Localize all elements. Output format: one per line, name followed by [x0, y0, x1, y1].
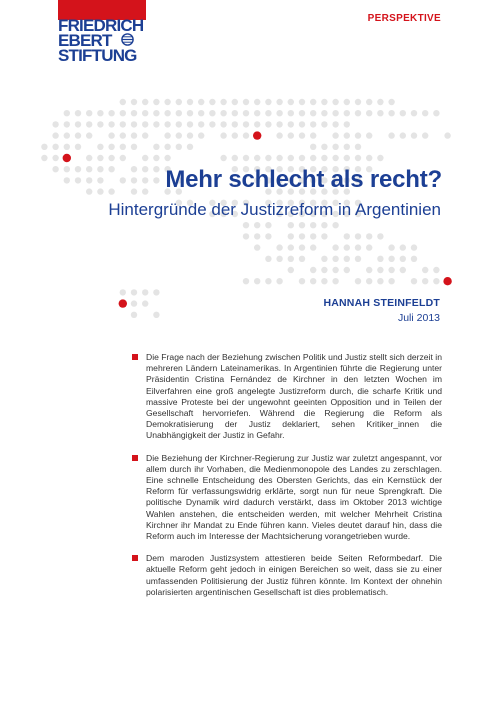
- map-dot: [411, 132, 417, 138]
- map-dot: [433, 110, 439, 116]
- map-dot: [299, 132, 305, 138]
- map-dot: [377, 278, 383, 284]
- paragraph-text: Die Frage nach der Beziehung zwischen Politik und Justiz stellt sich derzeit in mehreren Ländern Lateinamerikas. In Argentinien führte die Regierung unter Präsidentin Cristina Fernández de Kirchner in den letzten Wochen im Eilverfahren eine groß angelegte Justizreform durch, die scharfe Kritik und massive Proteste bei der ungewohnt geeinten Opposition und in Teilen der Gesellschaft hervorriefen. Während die Regierung die Reform als Demokratisierung der Justiz deklariert, sehen Kritiker_innen die Unabhängigkeit der Justiz in Gefahr.: [146, 352, 442, 441]
- map-dot-highlight: [63, 154, 71, 162]
- map-dot: [444, 132, 450, 138]
- map-dot: [86, 132, 92, 138]
- map-dot: [310, 233, 316, 239]
- map-dot: [276, 256, 282, 262]
- map-dot: [75, 177, 81, 183]
- map-dot: [120, 99, 126, 105]
- map-dot: [388, 256, 394, 262]
- map-dot: [86, 188, 92, 194]
- map-dot: [64, 132, 70, 138]
- map-dot: [243, 110, 249, 116]
- map-dot: [265, 110, 271, 116]
- map-dot: [108, 155, 114, 161]
- map-dot: [243, 121, 249, 127]
- map-dot: [153, 289, 159, 295]
- map-dot: [355, 244, 361, 250]
- map-dot: [355, 132, 361, 138]
- map-dot: [332, 121, 338, 127]
- map-dot: [288, 233, 294, 239]
- map-dot: [321, 144, 327, 150]
- map-dot: [299, 99, 305, 105]
- map-dot: [131, 99, 137, 105]
- map-dot: [97, 155, 103, 161]
- map-dot: [321, 155, 327, 161]
- map-dot: [220, 155, 226, 161]
- map-dot: [108, 144, 114, 150]
- map-dot: [299, 222, 305, 228]
- map-dot: [198, 110, 204, 116]
- map-dot: [422, 278, 428, 284]
- map-dot: [366, 132, 372, 138]
- map-dot: [176, 121, 182, 127]
- map-dot-highlight: [253, 131, 261, 139]
- map-dot: [232, 121, 238, 127]
- map-dot: [176, 99, 182, 105]
- map-dot: [52, 166, 58, 172]
- map-dot: [310, 155, 316, 161]
- map-dot: [265, 256, 271, 262]
- map-dot: [299, 110, 305, 116]
- map-dot: [332, 144, 338, 150]
- map-dot: [265, 155, 271, 161]
- map-dot: [288, 99, 294, 105]
- map-dot: [64, 166, 70, 172]
- map-dot: [131, 144, 137, 150]
- map-dot: [64, 177, 70, 183]
- map-dot: [254, 278, 260, 284]
- map-dot: [131, 312, 137, 318]
- map-dot: [153, 166, 159, 172]
- map-dot: [131, 121, 137, 127]
- map-dot: [388, 110, 394, 116]
- map-dot: [131, 132, 137, 138]
- map-dot: [120, 132, 126, 138]
- rubric-label: PERSPEKTIVE: [367, 13, 441, 24]
- map-dot: [220, 121, 226, 127]
- map-dot: [108, 166, 114, 172]
- map-dot: [142, 177, 148, 183]
- map-dot: [332, 256, 338, 262]
- map-dot: [366, 278, 372, 284]
- map-dot: [164, 110, 170, 116]
- map-dot: [332, 267, 338, 273]
- map-dot: [164, 132, 170, 138]
- map-dot: [75, 166, 81, 172]
- map-dot: [422, 267, 428, 273]
- map-dot: [288, 256, 294, 262]
- map-dot: [232, 132, 238, 138]
- map-dot: [142, 121, 148, 127]
- map-dot: [332, 222, 338, 228]
- map-dot: [243, 278, 249, 284]
- map-dot: [288, 267, 294, 273]
- map-dot: [332, 132, 338, 138]
- red-square-bullet-icon: [132, 354, 138, 360]
- map-dot: [321, 99, 327, 105]
- map-dot: [355, 256, 361, 262]
- map-dot: [142, 132, 148, 138]
- map-dot: [377, 233, 383, 239]
- map-dot: [276, 110, 282, 116]
- map-dot: [400, 110, 406, 116]
- map-dot: [86, 177, 92, 183]
- map-dot: [310, 222, 316, 228]
- map-dot: [288, 121, 294, 127]
- map-dot: [366, 244, 372, 250]
- map-dot: [388, 278, 394, 284]
- map-dot: [243, 222, 249, 228]
- map-dot: [120, 121, 126, 127]
- map-dot: [276, 155, 282, 161]
- map-dot: [299, 278, 305, 284]
- map-dot: [41, 144, 47, 150]
- author-name: HANNAH STEINFELDT: [323, 297, 440, 309]
- red-square-bullet-icon: [132, 555, 138, 561]
- map-dot: [120, 110, 126, 116]
- map-dot: [254, 121, 260, 127]
- map-dot: [344, 110, 350, 116]
- map-dot: [198, 132, 204, 138]
- map-dot: [299, 233, 305, 239]
- map-dot: [254, 110, 260, 116]
- map-dot: [131, 188, 137, 194]
- map-dot: [52, 121, 58, 127]
- map-dot: [52, 132, 58, 138]
- map-dot: [86, 121, 92, 127]
- map-dot: [108, 110, 114, 116]
- map-dot: [310, 121, 316, 127]
- map-dot: [198, 99, 204, 105]
- map-dot: [344, 121, 350, 127]
- map-dot: [332, 99, 338, 105]
- map-dot: [243, 99, 249, 105]
- map-dot: [108, 188, 114, 194]
- map-dot: [254, 244, 260, 250]
- summary-paragraph: [130, 453, 442, 543]
- logo-line-3: STIFTUNG: [58, 46, 137, 65]
- map-dot: [344, 267, 350, 273]
- map-dot: [344, 244, 350, 250]
- map-dot: [265, 121, 271, 127]
- map-dot: [254, 233, 260, 239]
- map-dot: [377, 110, 383, 116]
- map-dot: [355, 155, 361, 161]
- map-dot: [344, 155, 350, 161]
- map-dot: [265, 99, 271, 105]
- map-dot: [355, 144, 361, 150]
- map-dot: [310, 244, 316, 250]
- map-dot: [153, 144, 159, 150]
- map-dot: [97, 110, 103, 116]
- map-dot: [299, 121, 305, 127]
- map-dot: [276, 121, 282, 127]
- map-dot: [52, 155, 58, 161]
- map-dot: [310, 278, 316, 284]
- map-dot: [288, 244, 294, 250]
- map-dot: [321, 110, 327, 116]
- map-dot: [310, 99, 316, 105]
- map-dot: [355, 110, 361, 116]
- map-dot: [64, 110, 70, 116]
- map-dot: [388, 244, 394, 250]
- map-dot: [310, 132, 316, 138]
- map-dot: [366, 233, 372, 239]
- map-dot: [388, 267, 394, 273]
- map-dot: [411, 244, 417, 250]
- map-dot: [97, 144, 103, 150]
- map-dot: [366, 267, 372, 273]
- map-dot: [187, 99, 193, 105]
- map-dot: [366, 155, 372, 161]
- map-dot: [400, 267, 406, 273]
- map-dot: [276, 99, 282, 105]
- map-dot: [120, 144, 126, 150]
- map-dot: [75, 144, 81, 150]
- map-dot: [187, 132, 193, 138]
- paragraph-text: Die Beziehung der Kirchner-Regierung zur Justiz war zuletzt angespannt, vor allem durch ihr Vorhaben, die Medienmonopole des Landes zu zerschlagen. Eine schnelle Entscheidung des Obersten Gerichts, das ein Kernstück der Reform für verfassungswidrig erklärte, sorgt nun für neue Sprengkraft. Die politische Dynamik wird dadurch verstärkt, dass im Oktober 2013 wichtige Wahlen anstehen, die entscheiden werden, mit welcher Mehrheit Cristina Kirchner ihr Mandat zu Ende führen kann. Vieles deutet darauf hin, dass die Reform auch im Interesse der Machtsicherung vorangetrieben wurde.: [146, 452, 442, 542]
- map-dot: [153, 177, 159, 183]
- map-dot: [120, 177, 126, 183]
- map-dot: [288, 222, 294, 228]
- map-dot: [153, 110, 159, 116]
- map-dot: [97, 121, 103, 127]
- map-dot: [108, 121, 114, 127]
- map-dot: [52, 144, 58, 150]
- map-dot: [187, 121, 193, 127]
- map-dot: [299, 155, 305, 161]
- map-dot: [366, 99, 372, 105]
- map-dot: [310, 144, 316, 150]
- map-dot: [332, 110, 338, 116]
- map-dot: [86, 110, 92, 116]
- map-dot: [176, 132, 182, 138]
- map-dot: [433, 278, 439, 284]
- map-dot: [131, 166, 137, 172]
- map-dot: [243, 132, 249, 138]
- map-dot: [321, 267, 327, 273]
- map-dot: [321, 222, 327, 228]
- map-dot-highlight: [443, 277, 451, 285]
- map-dot: [64, 121, 70, 127]
- map-dot: [310, 110, 316, 116]
- map-dot: [209, 121, 215, 127]
- map-dot: [288, 132, 294, 138]
- map-dot-highlight: [119, 299, 127, 307]
- map-dot: [232, 155, 238, 161]
- map-dot: [142, 155, 148, 161]
- map-dot: [164, 121, 170, 127]
- logo-line-1: FRIEDRICH: [58, 16, 144, 35]
- map-dot: [131, 177, 137, 183]
- map-dot: [142, 289, 148, 295]
- map-dot: [164, 155, 170, 161]
- map-dot: [75, 110, 81, 116]
- map-dot: [142, 166, 148, 172]
- map-dot: [142, 188, 148, 194]
- map-dot: [153, 312, 159, 318]
- map-dot: [422, 132, 428, 138]
- map-dot: [120, 155, 126, 161]
- map-dot: [355, 233, 361, 239]
- map-dot: [344, 144, 350, 150]
- map-dot: [75, 121, 81, 127]
- map-dot: [433, 267, 439, 273]
- publication-date: Juli 2013: [397, 312, 440, 324]
- map-dot: [232, 99, 238, 105]
- map-dot: [411, 256, 417, 262]
- map-dot: [41, 155, 47, 161]
- map-dot: [366, 110, 372, 116]
- logo-line-2-text: EBERT: [58, 31, 112, 50]
- map-dot: [176, 144, 182, 150]
- map-dot: [254, 222, 260, 228]
- map-dot: [265, 278, 271, 284]
- map-dot: [321, 121, 327, 127]
- map-dot: [75, 132, 81, 138]
- map-dot: [299, 244, 305, 250]
- map-dot: [164, 144, 170, 150]
- paragraph-text: Dem maroden Justizsystem attestieren beide Seiten Reformbedarf. Die aktuelle Reform geht jedoch in einigen Bereichen so weit, dass sie zu einer umfassenden Politisierung der Justiz führen könnte. Im Kontext der ohnehin polarisierten argentinischen Gesellschaft ist dies problematisch.: [146, 553, 442, 597]
- map-dot: [254, 155, 260, 161]
- map-dot: [310, 267, 316, 273]
- map-dot: [176, 110, 182, 116]
- map-dot: [265, 233, 271, 239]
- map-dot: [187, 144, 193, 150]
- map-dot: [344, 233, 350, 239]
- map-dot: [400, 256, 406, 262]
- map-dot: [86, 166, 92, 172]
- map-dot: [388, 132, 394, 138]
- map-dot: [198, 121, 204, 127]
- map-dot: [377, 99, 383, 105]
- map-dot: [276, 244, 282, 250]
- map-dot: [332, 244, 338, 250]
- map-dot: [164, 99, 170, 105]
- map-dot: [108, 132, 114, 138]
- map-dot: [142, 99, 148, 105]
- map-dot: [97, 177, 103, 183]
- map-dot: [243, 233, 249, 239]
- map-dot: [355, 99, 361, 105]
- map-dot: [97, 188, 103, 194]
- map-dot: [131, 300, 137, 306]
- map-dot: [321, 233, 327, 239]
- summary-paragraph: [130, 553, 442, 598]
- map-dot: [332, 278, 338, 284]
- map-dot: [187, 110, 193, 116]
- map-dot: [344, 256, 350, 262]
- map-dot: [265, 222, 271, 228]
- map-dot: [254, 99, 260, 105]
- document-title: Mehr schlecht als recht?: [165, 166, 442, 193]
- map-dot: [377, 155, 383, 161]
- map-dot: [344, 132, 350, 138]
- map-dot: [209, 99, 215, 105]
- document-subtitle: Hintergründe der Justizreform in Argentinien: [108, 200, 441, 219]
- map-dot: [344, 99, 350, 105]
- map-dot: [299, 256, 305, 262]
- map-dot: [321, 278, 327, 284]
- map-dot: [86, 155, 92, 161]
- map-dot: [153, 99, 159, 105]
- map-dot: [288, 110, 294, 116]
- map-dot: [153, 121, 159, 127]
- map-dot: [276, 132, 282, 138]
- map-dot: [142, 300, 148, 306]
- map-dot: [153, 155, 159, 161]
- map-dot: [400, 244, 406, 250]
- map-dot: [131, 110, 137, 116]
- map-dot: [388, 99, 394, 105]
- summary-body: [130, 352, 442, 609]
- map-dot: [377, 267, 383, 273]
- map-dot: [142, 110, 148, 116]
- red-square-bullet-icon: [132, 455, 138, 461]
- map-dot: [220, 132, 226, 138]
- map-dot: [422, 110, 428, 116]
- map-dot: [220, 110, 226, 116]
- map-dot: [220, 99, 226, 105]
- map-dot: [332, 155, 338, 161]
- map-dot: [243, 155, 249, 161]
- map-dot: [400, 132, 406, 138]
- map-dot: [64, 144, 70, 150]
- map-dot: [232, 110, 238, 116]
- map-dot: [355, 278, 361, 284]
- map-dot: [377, 256, 383, 262]
- map-dot: [120, 289, 126, 295]
- map-dot: [276, 278, 282, 284]
- summary-paragraph: [130, 352, 442, 442]
- map-dot: [411, 278, 417, 284]
- map-dot: [321, 256, 327, 262]
- map-dot: [411, 110, 417, 116]
- map-dot: [131, 289, 137, 295]
- map-dot: [288, 155, 294, 161]
- map-dot: [97, 166, 103, 172]
- map-dot: [209, 110, 215, 116]
